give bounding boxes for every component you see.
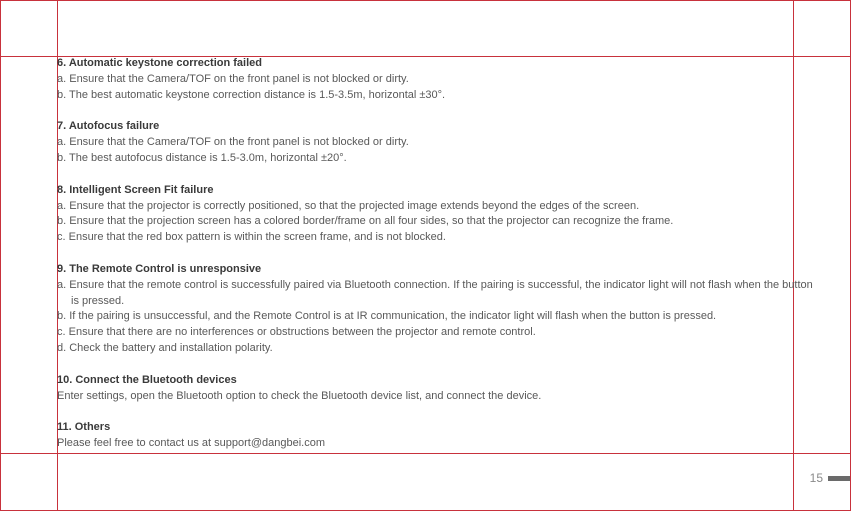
section-heading: 6. Automatic keystone correction failed — [57, 57, 262, 69]
list-item: c. Ensure that the red box pattern is within the screen frame, and is not blocked. — [57, 231, 446, 244]
list-item: b. The best autofocus distance is 1.5-3.0m, horizontal ±20°. — [57, 151, 347, 164]
section-keystone — [57, 56, 817, 103]
list-item: d. Check the battery and installation polarity. — [57, 341, 273, 354]
guide-line-bottom — [0, 453, 851, 454]
troubleshooting-content — [57, 56, 817, 452]
list-item: a. Ensure that the remote control is successfully paired via Bluetooth connection. If the pairing is successful, the indicator light will not flash when the button is pressed. — [57, 278, 813, 307]
list-item: a. Ensure that the projector is correctly positioned, so that the projected image extends beyond the edges of the screen. — [57, 199, 640, 212]
section-remote-control — [57, 262, 817, 357]
page-number: 15 — [809, 471, 823, 485]
list-item: a. Ensure that the Camera/TOF on the front panel is not blocked or dirty. — [57, 72, 409, 85]
list-item: a. Ensure that the Camera/TOF on the front panel is not blocked or dirty. — [57, 136, 409, 149]
section-heading: 7. Autofocus failure — [57, 120, 160, 133]
list-item: b. Ensure that the projection screen has a colored border/frame on all four sides, so that the projector can recognize the frame. — [57, 215, 674, 228]
section-bluetooth — [57, 373, 817, 405]
list-item: b. If the pairing is unsuccessful, and the Remote Control is at IR communication, the indicator light will flash when the button is pressed. — [57, 310, 717, 323]
section-heading: 11. Others — [57, 421, 111, 434]
section-heading: 8. Intelligent Screen Fit failure — [57, 183, 214, 196]
section-autofocus — [57, 119, 817, 166]
list-item: Enter settings, open the Bluetooth option to check the Bluetooth device list, and connect the device. — [57, 389, 542, 402]
section-screen-fit — [57, 183, 817, 246]
section-heading: 9. The Remote Control is unresponsive — [57, 262, 262, 275]
section-heading: 10. Connect the Bluetooth devices — [57, 373, 237, 386]
list-item: b. The best automatic keystone correction distance is 1.5-3.5m, horizontal ±30°. — [57, 88, 446, 101]
list-item: c. Ensure that there are no interferences or obstructions between the projector and remote control. — [57, 326, 536, 339]
section-others — [57, 420, 817, 452]
page-marker-bar — [828, 476, 850, 481]
contact-text: Please feel free to contact us at support@dangbei.com — [57, 437, 325, 450]
